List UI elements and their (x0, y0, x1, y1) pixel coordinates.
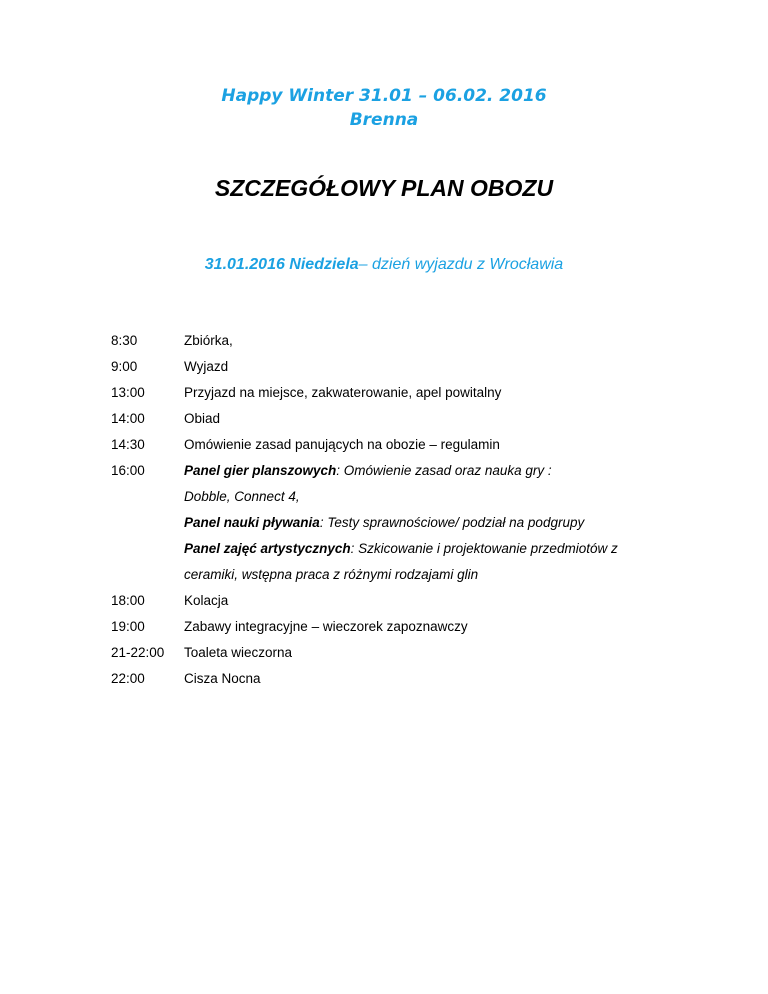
detail-line (184, 515, 584, 530)
schedule-time: 16:00 (111, 463, 145, 478)
panel-text: : Omówienie zasad oraz nauka gry : (336, 463, 552, 478)
detail-line (184, 541, 618, 556)
schedule-time: 14:00 (111, 411, 145, 426)
schedule-time: 22:00 (111, 671, 145, 686)
page-heading: SZCZEGÓŁOWY PLAN OBOZU (214, 175, 554, 201)
detail-text: ceramiki, wstępna praca z różnymi rodzajami glin (184, 567, 479, 582)
detail-text: : Szkicowanie i projektowanie przedmiotów z (350, 541, 618, 556)
detail-line (184, 489, 300, 504)
detail-line (184, 567, 478, 582)
schedule-text: Przyjazd na miejsce, zakwaterowanie, apel powitalny (184, 385, 502, 400)
camp-location: Brenna (349, 110, 419, 130)
camp-title: Happy Winter 31.01 – 06.02. 2016 (221, 86, 547, 106)
detail-text: : Testy sprawnościowe/ podział na podgrupy (319, 515, 585, 530)
day-date: 31.01.2016 Niedziela (204, 256, 359, 273)
schedule-time: 13:00 (111, 385, 145, 400)
panel-label: Panel gier planszowych (184, 463, 337, 478)
day-subtitle: – dzień wyjazdu z Wrocławia (358, 256, 564, 273)
schedule-text: Wyjazd (184, 359, 229, 374)
schedule-time: 18:00 (111, 593, 145, 608)
schedule-time: 14:30 (111, 437, 145, 452)
schedule-text: Toaleta wieczorna (184, 645, 293, 660)
schedule-time: 9:00 (111, 359, 138, 374)
schedule-text: Omówienie zasad panujących na obozie – regulamin (184, 437, 500, 452)
schedule-text: Obiad (184, 411, 221, 426)
schedule-text (184, 463, 552, 478)
schedule-text: Zabawy integracyjne – wieczorek zapoznawczy (184, 619, 468, 634)
schedule-text: Kolacja (184, 593, 229, 608)
schedule-time: 19:00 (111, 619, 145, 634)
schedule-time: 8:30 (111, 333, 138, 348)
schedule-text: Cisza Nocna (184, 671, 261, 686)
panel-label: Panel zajęć artystycznych (184, 541, 351, 556)
detail-text: Dobble, Connect 4, (184, 489, 300, 504)
panel-label: Panel nauki pływania (184, 515, 320, 530)
schedule-time: 21-22:00 (111, 645, 165, 660)
day-heading (0, 256, 768, 274)
schedule-text: Zbiórka, (184, 333, 233, 348)
